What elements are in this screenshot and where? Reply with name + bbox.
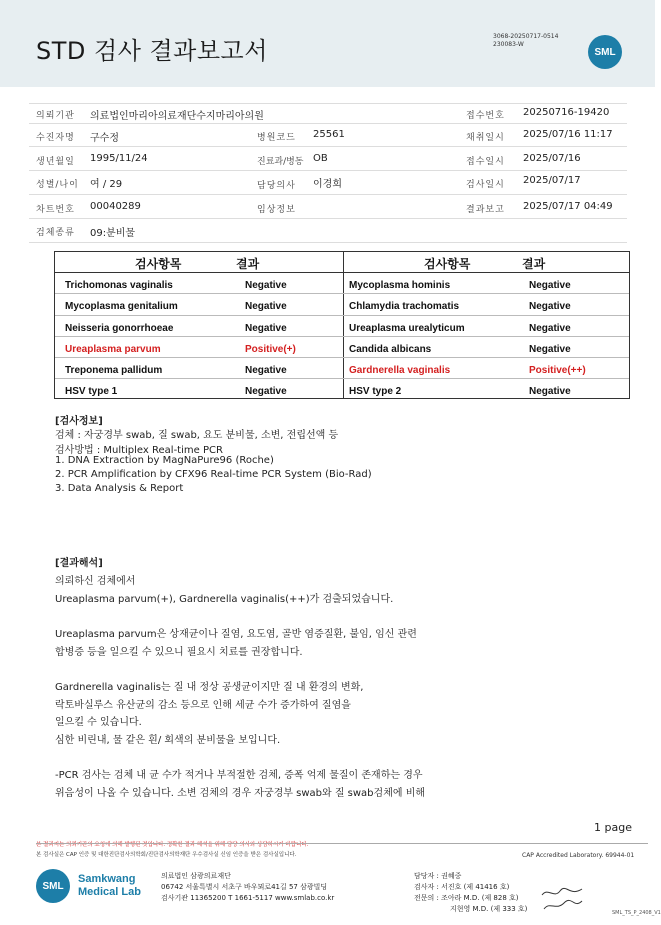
dob-value: 1995/11/24 bbox=[90, 153, 148, 164]
interpretation-line: 심한 비린내, 물 같은 흰/ 회색의 분비물을 보입니다. bbox=[55, 735, 281, 746]
test-item-left: Treponema pallidum bbox=[65, 365, 163, 376]
report-code-line2: 230083-W bbox=[493, 41, 524, 48]
row-divider bbox=[55, 315, 629, 316]
table-header-divider bbox=[55, 272, 629, 273]
test-result-right: Negative bbox=[529, 301, 571, 312]
interpretation-line: 위음성이 나올 수 있습니다. 소변 검체의 경우 자궁경부 swab와 질 swab검체에 비해 bbox=[55, 788, 426, 799]
interpretation-line: Gardnerella vaginalis는 질 내 정상 공생균이지만 질 내 환경의 변화, bbox=[55, 682, 364, 693]
test-result-right: Negative bbox=[529, 323, 571, 334]
interpretation-line: 일으킬 수 있습니다. bbox=[55, 717, 142, 728]
divider bbox=[29, 242, 627, 243]
test-info-line: 1. DNA Extraction by MagNaPure96 (Roche) bbox=[55, 455, 274, 466]
interpretation-line: -PCR 검사는 검체 내 균 수가 적거나 부적절한 검체, 증폭 억제 물질이 존재하는 경우 bbox=[55, 770, 423, 781]
dept-label: 진료과/병동 bbox=[257, 157, 304, 167]
divider bbox=[29, 218, 627, 219]
divider bbox=[29, 194, 627, 195]
test-info-line: 3. Data Analysis & Report bbox=[55, 483, 184, 494]
test-item-right: Gardnerella vaginalis bbox=[349, 365, 451, 376]
report-code-line1: 3068-20250717-0514 bbox=[493, 33, 559, 40]
header-item-right: 검사항목 bbox=[424, 257, 471, 271]
page-number: 1 page bbox=[594, 821, 632, 834]
divider bbox=[29, 123, 627, 124]
sex-age-value: 여 / 29 bbox=[90, 179, 123, 190]
footer-note: 본 검사실은 CAP 인증 및 대한진단검사의학회/진단검사의학재단 우수검사실 신임 인증을 받은 검사실입니다. bbox=[36, 852, 297, 858]
sex-age-label: 성별/나이 bbox=[36, 180, 79, 190]
tested-label: 검사일시 bbox=[466, 180, 505, 190]
row-divider bbox=[55, 336, 629, 337]
institution-value: 의료법인마리아의료재단수지마리아의원 bbox=[90, 111, 264, 122]
report-title: STD 검사 결과보고서 bbox=[36, 37, 268, 65]
doctor-value: 이경희 bbox=[313, 179, 342, 190]
report-value: 2025/07/17 04:49 bbox=[523, 201, 613, 212]
footer-sml-logo: SML bbox=[36, 869, 70, 903]
dept-value: OB bbox=[313, 153, 328, 164]
form-code: SML_TS_P_2408_V1 bbox=[612, 910, 661, 916]
row-divider bbox=[55, 357, 629, 358]
interpretation-line: Ureaplasma parvum은 상재균이나 질염, 요도염, 골반 염증질환, 불임, 임신 관련 bbox=[55, 629, 417, 640]
staff-line2: 검사자 : 서진호 (제 41416 호) bbox=[414, 883, 510, 891]
test-result-right: Negative bbox=[529, 386, 571, 397]
test-item-left: Trichomonas vaginalis bbox=[65, 280, 173, 291]
hospital-code-value: 25561 bbox=[313, 129, 345, 140]
test-result-right: Positive(++) bbox=[529, 365, 586, 376]
name-value: 구수정 bbox=[90, 133, 119, 144]
results-table bbox=[54, 251, 630, 399]
test-info-title: [검사정보] bbox=[55, 416, 103, 427]
header-item-left: 검사항목 bbox=[135, 257, 182, 271]
test-result-left: Negative bbox=[245, 301, 287, 312]
test-item-left: Mycoplasma genitalium bbox=[65, 301, 178, 312]
test-result-left: Negative bbox=[245, 280, 287, 291]
divider bbox=[29, 103, 627, 104]
chart-value: 00040289 bbox=[90, 201, 141, 212]
test-item-right: Candida albicans bbox=[349, 344, 432, 355]
test-item-left: HSV type 1 bbox=[65, 386, 118, 397]
brand-line2: Medical Lab bbox=[78, 886, 141, 898]
divider bbox=[29, 146, 627, 147]
header-result-right: 결과 bbox=[522, 257, 546, 271]
staff-line4: 지현영 M.D. (제 333 호) bbox=[450, 905, 528, 913]
signature-icon bbox=[540, 883, 585, 913]
test-item-right: HSV type 2 bbox=[349, 386, 402, 397]
collection-value: 2025/07/16 11:17 bbox=[523, 129, 613, 140]
doctor-label: 담당의사 bbox=[257, 181, 296, 191]
report-label: 결과보고 bbox=[466, 205, 505, 215]
collection-label: 채취일시 bbox=[466, 133, 505, 143]
specimen-label: 검체종류 bbox=[36, 228, 75, 238]
hospital-code-label: 병원코드 bbox=[257, 133, 296, 143]
tested-value: 2025/07/17 bbox=[523, 175, 581, 186]
test-result-left: Negative bbox=[245, 365, 287, 376]
cap-accreditation: CAP Accredited Laboratory. 69944-01 bbox=[522, 852, 635, 859]
test-item-left: Neisseria gonorrhoeae bbox=[65, 323, 174, 334]
interpretation-line: 합병증 등을 일으킬 수 있으니 필요시 치료를 권장합니다. bbox=[55, 647, 303, 658]
test-result-left: Positive(+) bbox=[245, 344, 296, 355]
row-divider bbox=[55, 378, 629, 379]
staff-line3: 전문의 : 조아라 M.D. (제 828 호) bbox=[414, 894, 519, 902]
received-label: 접수일시 bbox=[466, 157, 505, 167]
brand-line1: Samkwang bbox=[78, 873, 136, 885]
name-label: 수진자명 bbox=[36, 133, 75, 143]
divider bbox=[29, 170, 627, 171]
table-divider bbox=[343, 252, 344, 398]
interpretation-line: 의뢰하신 검체에서 bbox=[55, 576, 136, 587]
test-info-line: 검사방법 : Multiplex Real-time PCR bbox=[55, 445, 223, 456]
footer-divider bbox=[36, 843, 648, 844]
row-divider bbox=[55, 293, 629, 294]
test-result-left: Negative bbox=[245, 386, 287, 397]
received-value: 2025/07/16 bbox=[523, 153, 581, 164]
test-item-right: Chlamydia trachomatis bbox=[349, 301, 460, 312]
footer-note-red: 본 결과지는 의뢰기관의 요청에 의해 발행된 것입니다. 정확한 결과 해석을 위해 담당 의사와 상담하시기 바랍니다. bbox=[36, 842, 309, 848]
interpretation-title: [결과해석] bbox=[55, 558, 103, 569]
institution-label: 의뢰기관 bbox=[36, 111, 75, 121]
address-line3: 검사기관 11365200 T 1661-5117 www.smlab.co.kr bbox=[161, 894, 335, 902]
interpretation-line: Ureaplasma parvum(+), Gardnerella vaginalis(++)가 검출되었습니다. bbox=[55, 594, 394, 605]
staff-line1: 담당자 : 권혜중 bbox=[414, 872, 462, 880]
reception-no-value: 20250716-19420 bbox=[523, 107, 610, 118]
test-result-left: Negative bbox=[245, 323, 287, 334]
reception-no-label: 접수번호 bbox=[466, 111, 505, 121]
specimen-value: 09:분비물 bbox=[90, 228, 136, 239]
dob-label: 생년월일 bbox=[36, 157, 75, 167]
test-result-right: Negative bbox=[529, 344, 571, 355]
chart-label: 차트번호 bbox=[36, 205, 75, 215]
test-item-right: Ureaplasma urealyticum bbox=[349, 323, 465, 334]
address-line1: 의료법인 삼광의료재단 bbox=[161, 872, 231, 880]
sml-logo: SML bbox=[588, 35, 622, 69]
test-item-left: Ureaplasma parvum bbox=[65, 344, 161, 355]
clinical-label: 임상정보 bbox=[257, 205, 296, 215]
test-info-line: 검체 : 자궁경부 swab, 질 swab, 요도 분비물, 소변, 전립선액 등 bbox=[55, 430, 339, 441]
interpretation-line: 락토바실루스 유산균의 감소 등으로 인해 세균 수가 증가하여 질염을 bbox=[55, 700, 351, 711]
test-item-right: Mycoplasma hominis bbox=[349, 280, 451, 291]
test-info-line: 2. PCR Amplification by CFX96 Real-time PCR System (Bio-Rad) bbox=[55, 469, 372, 480]
header-result-left: 결과 bbox=[236, 257, 260, 271]
test-result-right: Negative bbox=[529, 280, 571, 291]
address-line2: 06742 서울특별시 서초구 바우뫼로41길 57 삼광빌딩 bbox=[161, 883, 328, 891]
